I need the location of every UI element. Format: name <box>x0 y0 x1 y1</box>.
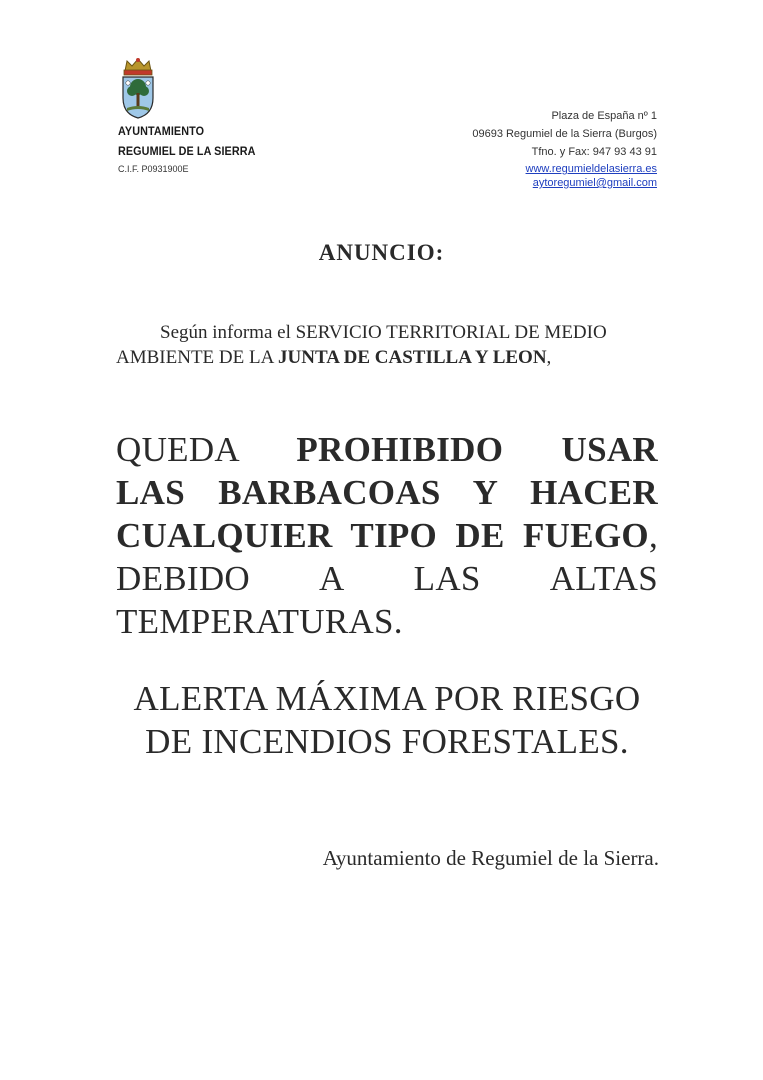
alert-line-2: DE INCENDIOS FORESTALES. <box>145 722 629 761</box>
alert-line-1: ALERTA MÁXIMA POR RIESGO <box>133 679 641 718</box>
main-line-4: DEBIDO A LAS ALTAS <box>116 559 658 598</box>
intro-line-2-text: AMBIENTE DE LA <box>116 347 279 368</box>
intro-line-2 <box>116 347 646 369</box>
main-line-1-bold: PROHIBIDO USAR <box>296 430 659 469</box>
main-line-3-bold: CUALQUIER TIPO DE FUEGO <box>116 516 649 555</box>
address-line: Plaza de España nº 1 <box>551 110 657 122</box>
email-link[interactable]: aytoregumiel@gmail.com <box>532 177 657 189</box>
main-line-2-bold: LAS BARBACOAS Y HACER <box>116 473 658 512</box>
main-line-3 <box>116 514 658 557</box>
city-line: 09693 Regumiel de la Sierra (Burgos) <box>472 128 657 140</box>
cif-number: C.I.F. P0931900E <box>118 164 189 174</box>
main-line-1 <box>116 428 658 471</box>
signature: Ayuntamiento de Regumiel de la Sierra. <box>322 846 659 870</box>
coat-of-arms-icon <box>118 56 158 120</box>
phone-line: Tfno. y Fax: 947 93 43 91 <box>531 146 657 158</box>
main-line-3-comma: , <box>648 516 658 555</box>
notice-title: ANUNCIO: <box>318 240 445 265</box>
intro-line-1: Según informa el SERVICIO TERRITORIAL DE MEDIO <box>160 322 607 343</box>
main-line-1-text: QUEDA <box>116 430 297 469</box>
org-name-line-1: AYUNTAMIENTO <box>118 124 205 138</box>
intro-line-2-comma: , <box>546 347 552 368</box>
org-name-line-2: REGUMIEL DE LA SIERRA <box>118 144 256 158</box>
main-line-5: TEMPERATURAS. <box>116 602 403 641</box>
website-link[interactable]: www.regumieldelasierra.es <box>525 163 657 175</box>
main-line-2 <box>116 471 658 514</box>
intro-authority: JUNTA DE CASTILLA Y LEON <box>278 347 547 368</box>
